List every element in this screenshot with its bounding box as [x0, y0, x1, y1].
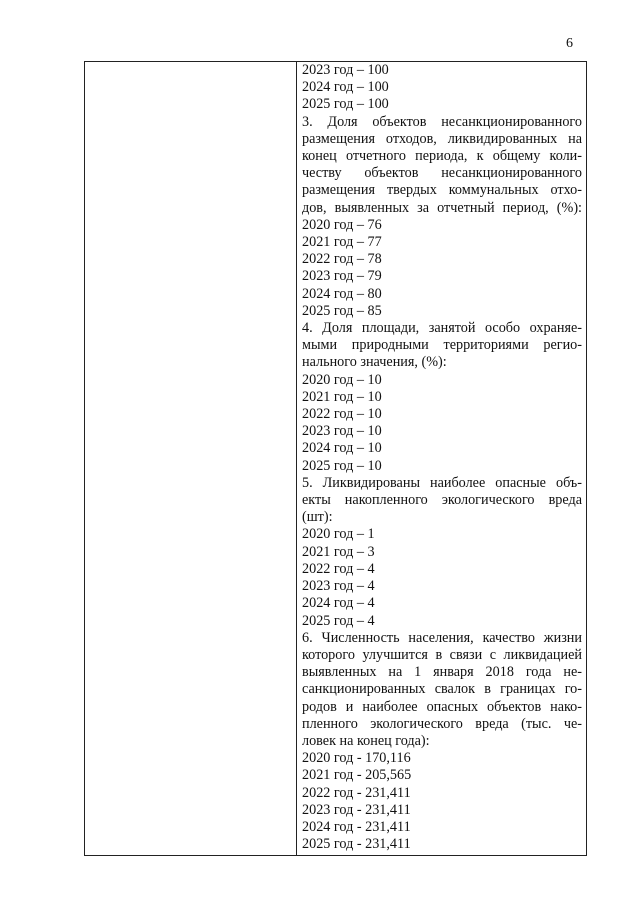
text-line: 2025 год – 10: [302, 457, 382, 474]
text-line: 2024 год – 4: [302, 595, 375, 612]
text-line: 2024 год – 10: [302, 440, 382, 457]
text-line: 2022 год – 4: [302, 560, 375, 577]
text-line: 2025 год – 4: [302, 612, 375, 629]
text-line: 2024 год – 100: [302, 79, 389, 96]
text-line: 2025 год - 231,411: [302, 836, 411, 853]
text-line: 2021 год – 77: [302, 234, 382, 251]
text-line: 2022 год - 231,411: [302, 784, 411, 801]
text-line: 2020 год – 76: [302, 216, 382, 233]
text-line: 2022 год – 10: [302, 406, 382, 423]
text-line: 2023 год – 4: [302, 578, 375, 595]
text-line: санкционированных свалок в границах го-: [302, 681, 582, 698]
text-line: 2020 год – 1: [302, 526, 375, 543]
text-line: 2024 год – 80: [302, 285, 382, 302]
text-line: ловек на конец года):: [302, 732, 430, 749]
text-line: 2024 год - 231,411: [302, 818, 411, 835]
text-line: пленного экологического вреда (тыс. че-: [302, 715, 582, 732]
text-line: выявленных на 1 января 2018 года не-: [302, 664, 582, 681]
text-line: честву объектов несанкционированного: [302, 165, 582, 182]
table-right-column: [297, 62, 587, 855]
text-line: 2021 год - 205,565: [302, 767, 412, 784]
text-line: 2025 год – 100: [302, 96, 389, 113]
text-line: 3. Доля объектов несанкционированного: [302, 113, 582, 130]
page-number: 6: [566, 36, 573, 51]
text-line: размещения отходов, ликвидированных на: [302, 130, 582, 147]
text-line: дов, выявленных за отчетный период, (%):: [302, 199, 582, 216]
text-line: мыми природными территориями регио-: [302, 337, 582, 354]
text-line: конец отчетного периода, к общему коли-: [302, 148, 582, 165]
text-line: 2022 год – 78: [302, 251, 382, 268]
text-line: родов и наиболее опасных объектов нако-: [302, 698, 582, 715]
text-line: 4. Доля площади, занятой особо охраняе-: [302, 320, 582, 337]
text-line: размещения твердых коммунальных отхо-: [302, 182, 582, 199]
text-line: 2020 год - 170,116: [302, 750, 411, 767]
text-line: 2023 год - 231,411: [302, 801, 411, 818]
text-line: нального значения, (%):: [302, 354, 447, 371]
text-line: 2023 год – 79: [302, 268, 382, 285]
text-line: 2023 год – 10: [302, 423, 382, 440]
text-line: 2020 год – 10: [302, 371, 382, 388]
text-line: 6. Численность населения, качество жизни: [302, 629, 582, 646]
text-line: 2025 год – 85: [302, 302, 382, 319]
text-line: (шт):: [302, 509, 333, 526]
text-line: которого улучшится в связи с ликвидацией: [302, 646, 582, 663]
text-line: екты накопленного экологического вреда: [302, 492, 582, 509]
text-line: 2021 год – 10: [302, 388, 382, 405]
text-line: 5. Ликвидированы наиболее опасные объ-: [302, 474, 582, 491]
table-left-column: [85, 62, 297, 855]
text-line: 2021 год – 3: [302, 543, 375, 560]
text-line: 2023 год – 100: [302, 62, 389, 78]
content-table: [84, 61, 587, 856]
